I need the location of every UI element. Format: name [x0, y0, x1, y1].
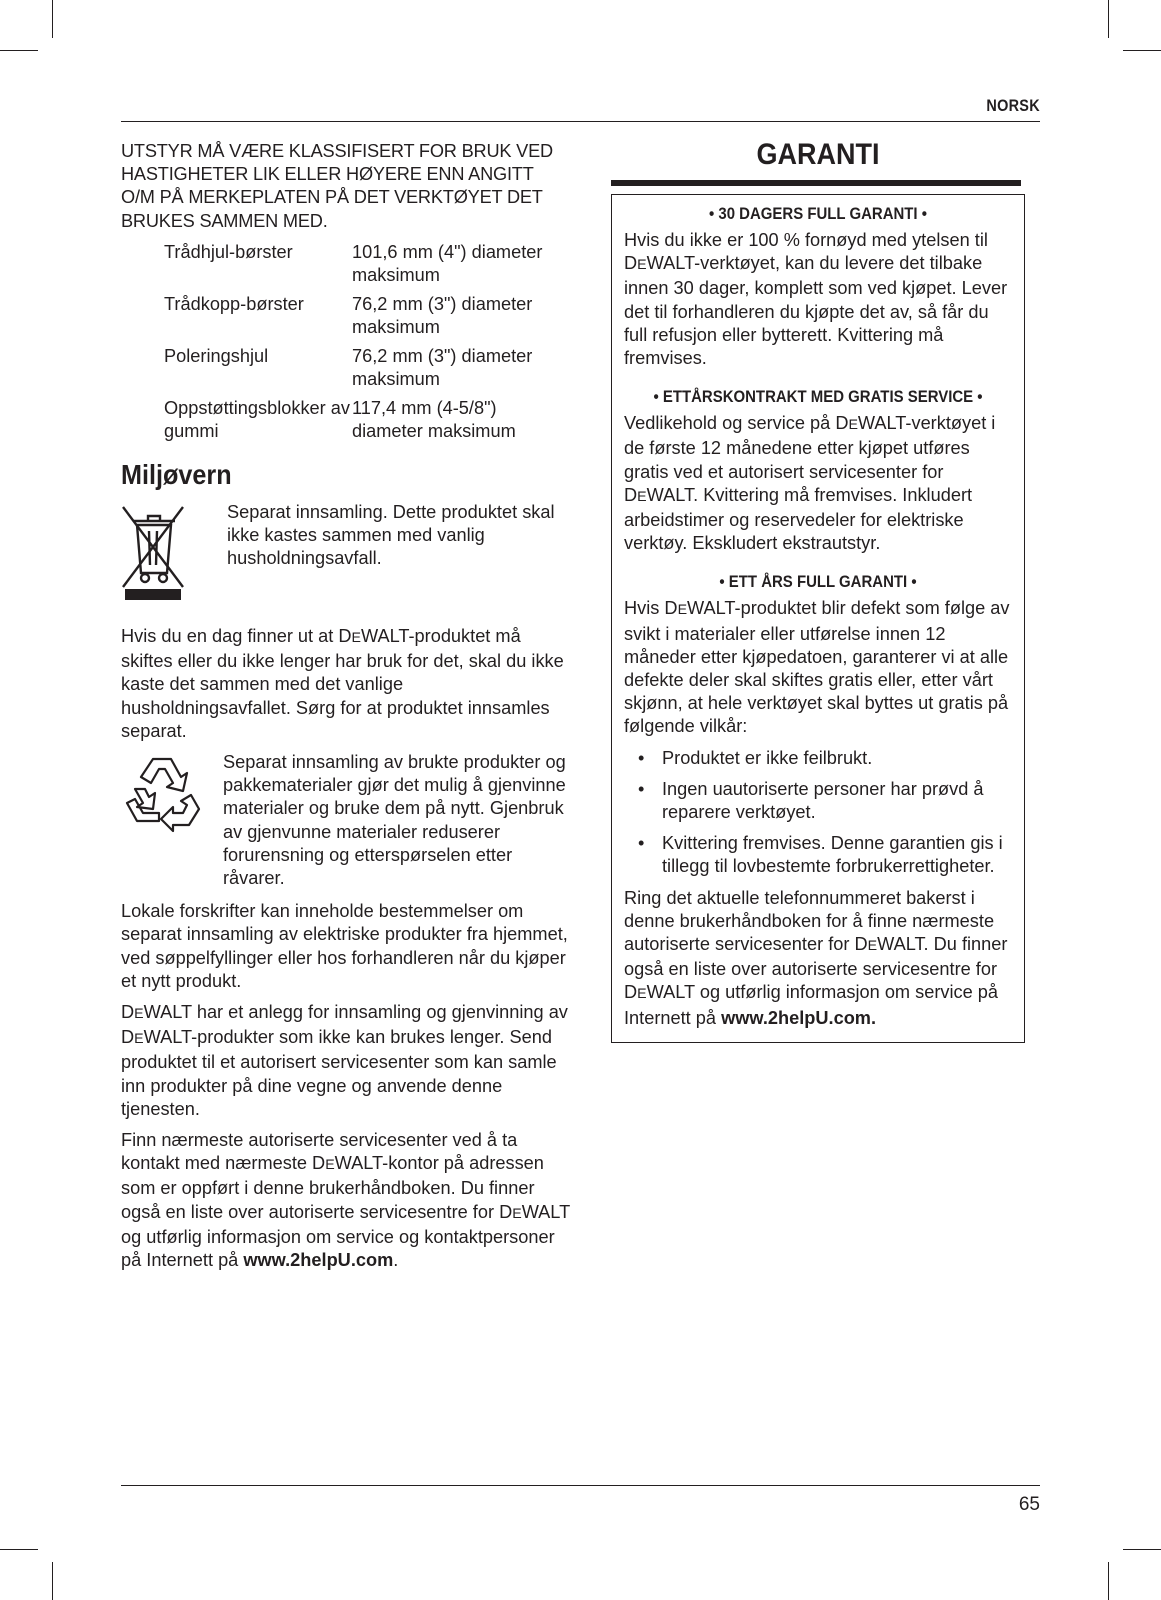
section-text-30-days [624, 229, 1012, 370]
text-run: WALT har et anlegg for innsamling og gjenvinning av D [121, 1002, 568, 1048]
text-run: WALT. Kvittering må fremvises. Inkludert arbeidstimer og reservedeler for elektriske verktøy. Ekskludert ekstrautstyr. [624, 484, 973, 554]
local-regulations-paragraph: Lokale forskrifter kan inneholde bestemmelser om separat innsamling av elektriske produkter fra hjemmet, ved søppelfyllinger eller hos forhandleren når du kjøper et nytt produkt. [121, 901, 568, 991]
footer-rule [121, 1485, 1040, 1486]
text-run: E [637, 488, 647, 505]
section-heading-30-days: • 30 DAGERS FULL GARANTI • [708, 204, 927, 223]
website-link[interactable]: www.2helpU.com. [721, 1007, 877, 1028]
text-run: Hvis du en dag finner ut at D [121, 626, 352, 647]
text-run: WALT. Du finner også en liste over autoriserte servicesentre for D [624, 934, 1008, 1003]
text-run: E [351, 630, 361, 647]
text-run: Vedlikehold og service på D [624, 413, 849, 434]
text-run: WALT-verktøyet, kan du levere det tilbake innen 30 dager, komplett som ved kjøpet. Lever det til forhandleren du kjøpte det av, så får du full refusjon eller bytterett. Kvittering må fremvises. [624, 253, 1008, 369]
service-center-paragraph [121, 1129, 571, 1272]
recycle-text: Separat innsamling av brukte produkter og pakkematerialer gjør det mulig å gjenvinne materialer og bruke dem på nytt. Gjenbruk av gjenvunne materialer reduserer forurensning og etterspørselen etter råvarer. [223, 752, 566, 889]
list-item: • Ingen uautoriserte personer har prøvd å reparere verktøyet. [624, 778, 1012, 824]
spec-value: 76,2 mm (3") diameter maksimum [352, 293, 533, 337]
text-run: E [867, 938, 878, 955]
text-run: WALT og utførlig informasjon om service på Internett på [624, 982, 999, 1028]
section-text-service-contract [624, 412, 1012, 555]
text-run: Finn nærmeste autoriserte servicesenter ved å ta kontakt med nærmeste D [121, 1130, 518, 1174]
text-run: Hvis D [624, 598, 678, 619]
text-run: WALT-kontor på adressen som er oppført i denne brukerhåndboken. Du finner også en liste over autoriserte servicesentre for D [121, 1153, 544, 1222]
text-run: E [134, 1031, 144, 1048]
left-column [121, 140, 571, 1280]
table-row [164, 397, 571, 449]
crossed-bin-icon [121, 501, 227, 607]
spec-item: Oppstøttingsblokker av gummi [164, 397, 350, 441]
text-run: WALT-verktøyet i de første 12 månedene etter kjøpet utføres gratis ved et autorisert servicesenter for D [624, 413, 996, 505]
crop-mark [52, 1562, 53, 1600]
weee-text: Separat innsamling. Dette produktet skal ikke kastes sammen med vanlig husholdningsavfall. [227, 501, 555, 569]
intro-warning: UTSTYR MÅ VÆRE KLASSIFISERT FOR BRUK VED HASTIGHETER LIK ELLER HØYERE ENN ANGITT O/M PÅ MERKEPLATEN PÅ DET VERKTØYET DET BRUKES SAMMEN MED. [121, 141, 553, 231]
disposal-paragraph [121, 625, 571, 743]
section-heading-one-year: • ETT ÅRS FULL GARANTI • [719, 572, 917, 592]
crop-mark [1123, 1549, 1161, 1550]
text-run: E [134, 1006, 144, 1023]
spec-value: 101,6 mm (4") diameter maksimum [352, 241, 543, 285]
crop-mark [0, 50, 38, 51]
conditions-list [624, 747, 1012, 879]
table-row [164, 345, 571, 397]
specs-table [164, 241, 571, 449]
weee-block [121, 501, 571, 607]
crop-mark [1123, 50, 1161, 51]
warranty-box [611, 194, 1025, 1043]
right-column [611, 138, 1025, 1043]
text-run: E [848, 417, 858, 434]
crop-mark [52, 0, 53, 38]
spec-item: Trådkopp-børster [164, 293, 304, 314]
spec-item: Trådhjul-børster [164, 241, 293, 262]
text-run: E [637, 986, 647, 1003]
table-row [164, 241, 571, 293]
warranty-heading: GARANTI [756, 138, 880, 171]
text-run: WALT og utførlig informasjon om service og kontaktpersoner på Internett på [121, 1201, 570, 1271]
language-label: NORSK [986, 96, 1040, 115]
text-run: D [121, 1002, 135, 1023]
closing-paragraph [624, 887, 1012, 1030]
section-text-one-year [624, 597, 1012, 738]
spec-value: 117,4 mm (4-5/8") diameter maksimum [352, 397, 516, 441]
text-run: E [325, 1157, 335, 1174]
text-run: WALT-produktet må skiftes eller du ikke lenger har bruk for det, skal du ikke kaste det sammen med det vanlige husholdningsavfallet. Sørg for at produktet innsamles separat. [121, 626, 564, 741]
recycle-block [121, 751, 571, 890]
heading-rule [611, 180, 1021, 186]
section-heading-service-contract: • ETTÅRSKONTRAKT MED GRATIS SERVICE • [653, 387, 983, 407]
text-run: Ring det aktuelle telefonnummeret bakerst i denne brukerhåndboken for å finne nærmeste autoriserte servicesenter for D [624, 887, 995, 955]
crop-mark [1108, 1562, 1109, 1600]
table-row [164, 293, 571, 345]
text-run: WALT-produkter som ikke kan brukes lenger. Send produktet til et autorisert servicesenter som kan samle inn produkter på dine vegne og anvende denne tjenesten. [121, 1027, 557, 1119]
spec-value: 76,2 mm (3") diameter maksimum [352, 345, 533, 389]
text-run: E [512, 1205, 522, 1222]
crop-mark [1108, 0, 1109, 38]
text-run: . [393, 1250, 399, 1271]
list-item: • Kvittering fremvises. Denne garantien gis i tillegg til lovbestemte forbrukerrettigheter. [624, 832, 1012, 878]
website-link[interactable]: www.2helpU.com [243, 1250, 394, 1271]
text-run: E [677, 602, 688, 619]
list-item: • Produktet er ikke feilbrukt. [624, 747, 1012, 770]
environment-heading: Miljøvern [121, 458, 232, 490]
spec-item: Poleringshjul [164, 345, 269, 366]
page-number: 65 [1018, 1494, 1040, 1515]
text-run: E [637, 257, 647, 274]
recycle-icon [121, 751, 223, 841]
header-rule [121, 121, 1040, 122]
text-run: WALT-produktet blir defekt som følge av svikt i materialer eller utførelse innen 12 måneder etter kjøpedatoen, garanterer vi at alle defekte deler skal skiftes gratis eller, etter vårt skjønn, at hele verktøyet skal byttes ut gratis på følgende vilkår: [624, 598, 1010, 737]
collection-paragraph [121, 1001, 571, 1121]
text-run: Hvis du ikke er 100 % fornøyd med ytelsen til D [624, 230, 988, 274]
crop-mark [0, 1549, 38, 1550]
